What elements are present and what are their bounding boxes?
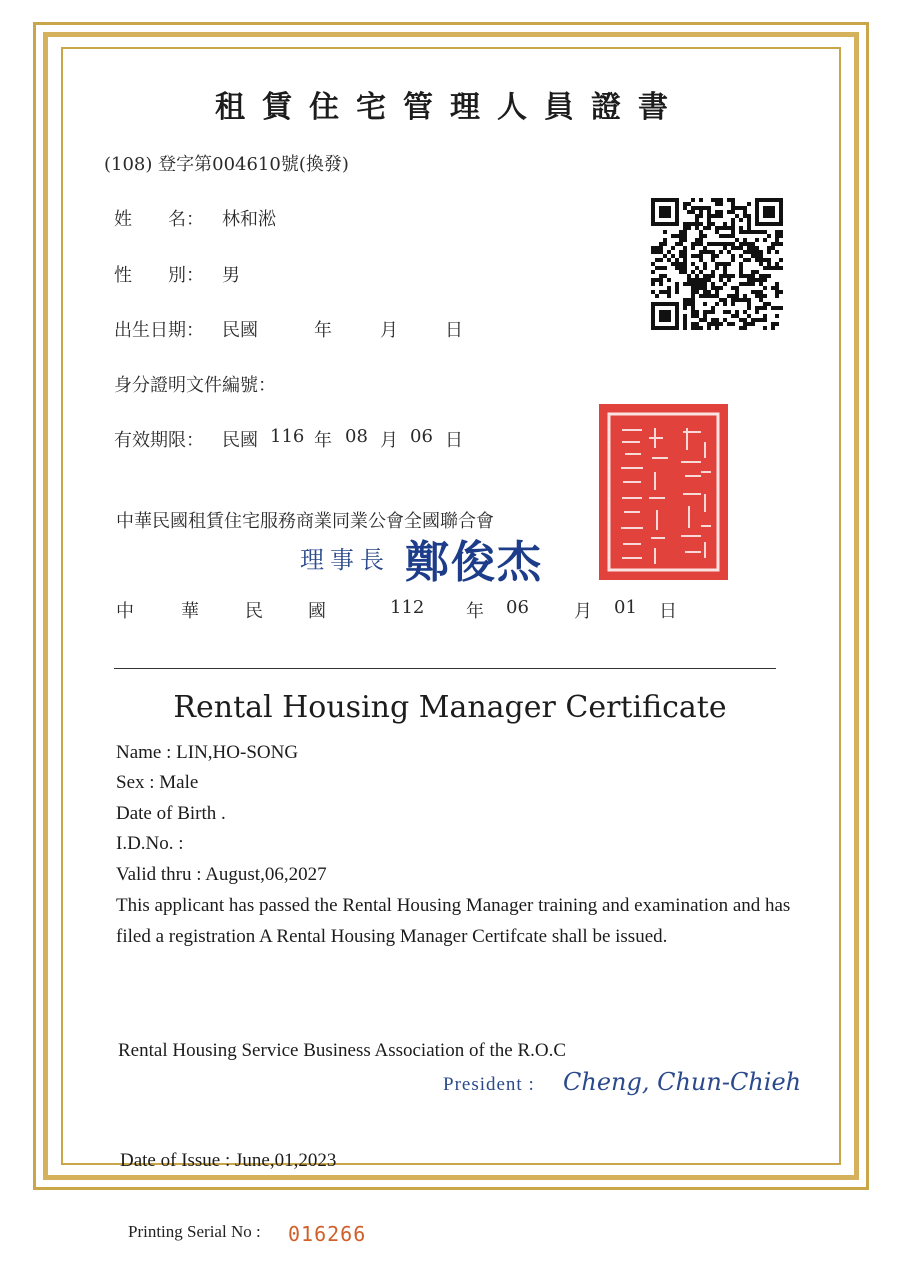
issue-char-2: 華 [181, 601, 199, 622]
id-line-en: I.D.No. : [116, 833, 184, 854]
valid-day-zh: 06 [410, 426, 433, 447]
issue-year-zh: 112 [390, 597, 425, 618]
association-name-en: Rental Housing Service Business Association of the R.O.C [118, 1040, 567, 1061]
valid-era-zh: 民國 [222, 430, 258, 451]
issue-year-unit: 年 [466, 601, 484, 622]
president-signature-en: Cheng, Chun-Chieh [563, 1068, 802, 1096]
statement-paragraph: This applicant has passed the Rental Housing Manager training and examination and has filed a registration A Rental Housing Manager Certifcate shall be issued. [116, 895, 791, 947]
registration-number: (108) 登字第004610號(換發) [104, 154, 349, 175]
issue-date-en: Date of Issue : June,01,2023 [120, 1150, 337, 1171]
president-label-en: President : [443, 1074, 535, 1095]
dob-year-unit: 年 [314, 320, 332, 341]
issue-char-1: 中 [116, 601, 134, 622]
sex-value-zh: 男 [222, 265, 240, 286]
president-signature-zh: 鄭俊杰 [405, 537, 543, 588]
qr-code-icon [651, 198, 783, 330]
dob-line-en: Date of Birth . [116, 803, 226, 824]
serial-label: Printing Serial No : [128, 1222, 261, 1241]
name-line-en: Name : LIN,HO-SONG [116, 742, 299, 763]
issue-month-zh: 06 [506, 597, 529, 618]
dob-era-zh: 民國 [222, 320, 258, 341]
issue-char-3: 民 [245, 601, 263, 622]
association-name-zh: 中華民國租賃住宅服務商業同業公會全國聯合會 [116, 511, 494, 532]
valid-day-unit: 日 [445, 430, 463, 451]
dob-month-unit: 月 [380, 320, 398, 341]
issue-char-4: 國 [308, 601, 326, 622]
certificate-title-zh: 租賃住宅管理人員證書 [215, 90, 685, 125]
association-seal [597, 402, 730, 582]
section-divider [114, 668, 776, 669]
valid-year-zh: 116 [270, 426, 305, 447]
valid-label-zh: 有效期限： [114, 430, 204, 451]
dob-day-unit: 日 [445, 320, 463, 341]
sex-label-zh: 性 別： [114, 265, 204, 286]
sex-line-en: Sex : Male [116, 772, 199, 793]
valid-month-zh: 08 [345, 426, 368, 447]
valid-line-en: Valid thru : August,06,2027 [116, 864, 327, 885]
issue-day-unit: 日 [659, 601, 677, 622]
serial-number: 016266 [288, 1222, 367, 1246]
name-label-zh: 姓 名： [114, 209, 204, 230]
certificate-title-en: Rental Housing Manager Certificate [173, 690, 727, 725]
name-value-zh: 林和淞 [222, 209, 276, 230]
valid-month-unit: 月 [380, 430, 398, 451]
president-title-zh: 理事長 [300, 546, 390, 574]
issue-day-zh: 01 [614, 597, 637, 618]
id-label-zh: 身分證明文件編號： [114, 375, 276, 396]
issue-month-unit: 月 [574, 601, 592, 622]
valid-year-unit: 年 [314, 430, 332, 451]
dob-label-zh: 出生日期： [114, 320, 204, 341]
